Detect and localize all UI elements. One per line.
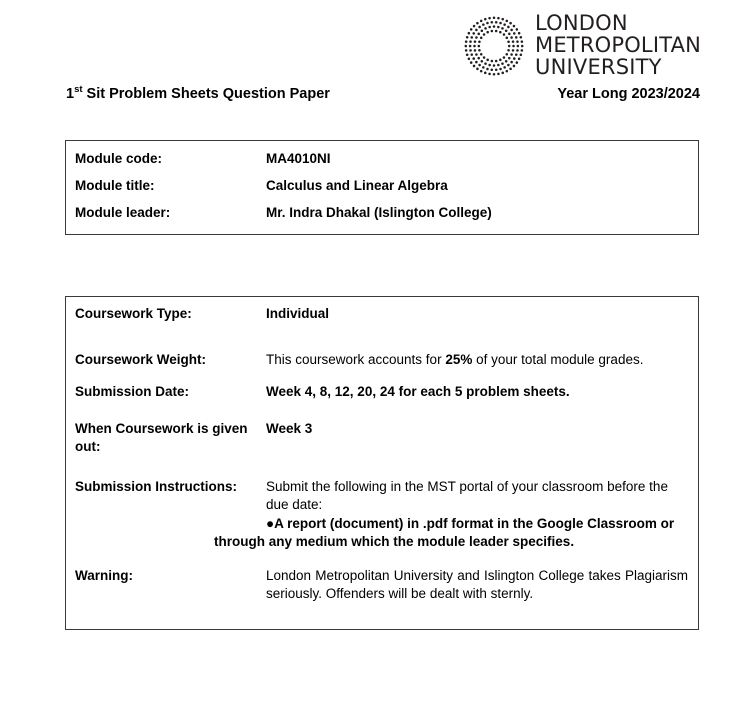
submission-date-value: Week 4, 8, 12, 20, 24 for each 5 problem sheets.: [266, 384, 570, 400]
coursework-weight-label: Coursework Weight:: [75, 352, 207, 368]
submission-instructions-label: Submission Instructions:: [75, 479, 238, 495]
university-logo: [463, 10, 713, 82]
coursework-type-label: Coursework Type:: [75, 306, 192, 321]
table-row: [66, 478, 698, 567]
coursework-weight-value: [266, 351, 698, 369]
given-out-value: Week 3: [266, 420, 313, 436]
table-row: [66, 141, 698, 168]
table-row: [66, 567, 698, 629]
module-info-table: [65, 140, 699, 235]
paper-title: [66, 86, 330, 102]
submission-date-label: Submission Date:: [75, 384, 190, 400]
table-row: [66, 168, 698, 195]
logo-line-2: METROPOLITAN: [535, 33, 702, 57]
given-out-label: When Coursework is given out:: [75, 420, 248, 454]
table-row: [66, 297, 698, 351]
module-code-value: MA4010NI: [266, 151, 331, 166]
warning-label: Warning:: [75, 567, 133, 583]
table-row: [66, 195, 698, 233]
submission-instructions-value: [214, 478, 698, 551]
paper-title-rest: Sit Problem Sheets Question Paper: [82, 86, 330, 102]
module-code-label: Module code:: [75, 151, 162, 166]
weight-text-before: This coursework accounts for: [266, 352, 446, 368]
warning-value: London Metropolitan University and Islington College takes Plagiarism seriously. Offenders will be dealt with sternly.: [266, 567, 688, 602]
instructions-bullet-text: [214, 515, 688, 551]
logo-wordmark: [535, 13, 701, 79]
bullet-icon: ●: [266, 515, 275, 531]
module-title-value: Calculus and Linear Algebra: [266, 178, 448, 194]
paper-title-prefix: 1: [66, 86, 75, 102]
table-row: [66, 351, 698, 383]
module-leader-value: Mr. Indra Dhakal (Islington College): [266, 205, 492, 221]
document-header: [66, 86, 700, 102]
table-row: [66, 420, 698, 478]
coursework-type-value: Individual: [266, 306, 330, 321]
coursework-info-table: [65, 296, 699, 630]
weight-text-after: of your total module grades.: [472, 352, 644, 368]
instructions-bullet-body: A report (document) in .pdf format in the Google Classroom or through any medium which the module leader specifies.: [214, 515, 675, 549]
logo-line-1: LONDON: [535, 11, 628, 35]
academic-year: Year Long 2023/2024: [557, 86, 700, 102]
instructions-intro: Submit the following in the MST portal of your classroom before the due date:: [266, 479, 668, 513]
instructions-bullet-item: [214, 515, 688, 551]
module-leader-label: Module leader:: [75, 205, 171, 221]
module-title-label: Module title:: [75, 178, 155, 194]
table-row: [66, 383, 698, 419]
logo-line-3: UNIVERSITY: [535, 55, 662, 79]
paper-title-ordinal: st: [74, 84, 83, 96]
dotted-circle-logo-icon: [463, 15, 525, 77]
weight-percent: 25%: [445, 352, 473, 368]
